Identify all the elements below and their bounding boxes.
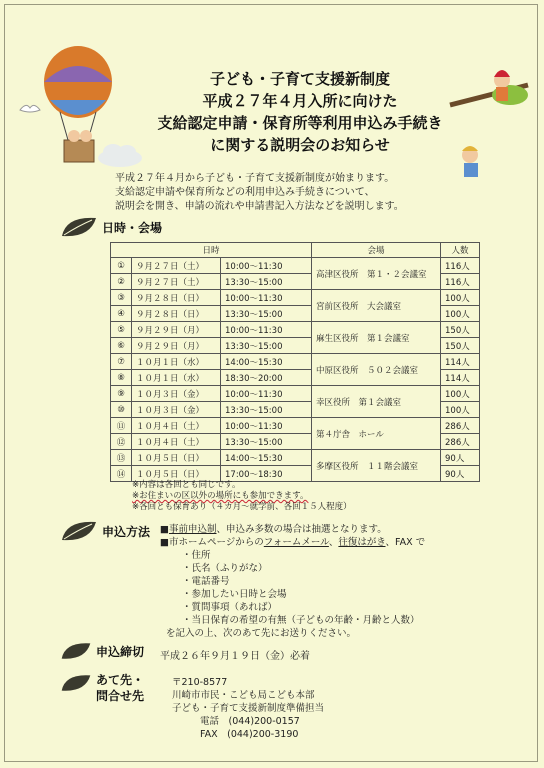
intro-line: 説明会を開き、申請の流れや申請書記入方法などを説明します。	[115, 201, 404, 212]
table-cell: ⑫	[111, 434, 132, 450]
apply-item: ・参加したい日時と会場	[182, 589, 287, 600]
table-cell: ⑦	[111, 354, 132, 370]
table-cell: ９月２８日（日）	[132, 306, 221, 322]
table-cell: ⑭	[111, 466, 132, 482]
table-cell: 10:00～11:30	[221, 418, 312, 434]
contact-details	[172, 676, 324, 741]
table-cell: ⑥	[111, 338, 132, 354]
apply-text: 、FAX で	[385, 537, 426, 548]
table-cell: 100人	[441, 386, 480, 402]
table-cell: ④	[111, 306, 132, 322]
contact-heading	[60, 672, 144, 704]
table-cell: 116人	[441, 274, 480, 290]
contact-heading-text	[96, 672, 144, 704]
table-cell: ⑧	[111, 370, 132, 386]
table-cell: 286人	[441, 434, 480, 450]
intro-line: 支給認定申請や保育所などの利用申込み手続きについて、	[115, 187, 375, 198]
table-row	[111, 386, 480, 402]
title-line: に関する説明会のお知らせ	[210, 136, 390, 154]
apply-item: ・質問事項（あれば）	[182, 602, 278, 613]
deadline-heading	[60, 640, 144, 662]
venue-cell: 麻生区役所 第１会議室	[312, 322, 441, 354]
contact-heading-line: 問合せ先	[96, 689, 145, 703]
table-cell: ９月２７日（土）	[132, 258, 221, 274]
table-row	[111, 258, 480, 274]
apply-closing: を記入の上、次のあて先にお送りください。	[166, 628, 357, 639]
table-cell: 116人	[441, 258, 480, 274]
table-cell: １０月４日（土）	[132, 418, 221, 434]
intro-line: 平成２７年４月から子ども・子育て支援新制度が始まります。	[115, 173, 395, 184]
table-cell: １０月３日（金）	[132, 386, 221, 402]
table-cell: ９月２９日（月）	[132, 338, 221, 354]
apply-text: ■	[160, 524, 169, 535]
phone-line	[172, 715, 324, 728]
title-line: 子ども・子育て支援新制度	[209, 70, 390, 88]
table-cell: ⑤	[111, 322, 132, 338]
table-cell: ②	[111, 274, 132, 290]
apply-text: 、申込み多数の場合は抽選となります。	[216, 524, 387, 535]
intro-text	[115, 172, 495, 214]
table-cell: ９月２８日（日）	[132, 290, 221, 306]
table-cell: 114人	[441, 370, 480, 386]
table-cell: 150人	[441, 322, 480, 338]
contact-label: 電話	[200, 716, 220, 727]
schedule-heading	[60, 214, 162, 240]
apply-item: ・住所	[182, 550, 211, 561]
apply-text: 事前申込制	[168, 524, 217, 535]
venue-cell: 多摩区役所 １１階会議室	[312, 450, 441, 482]
table-cell: ①	[111, 258, 132, 274]
apply-text: フォームメール	[263, 537, 329, 548]
table-cell: １０月１日（水）	[132, 354, 221, 370]
venue-cell: 第４庁舎 ホール	[312, 418, 441, 450]
venue-cell: 幸区役所 第１会議室	[312, 386, 441, 418]
schedule-notes	[132, 480, 352, 513]
table-row	[111, 290, 480, 306]
apply-item: ・氏名（ふりがな）	[182, 563, 268, 574]
schedule-body	[111, 258, 480, 482]
table-cell: 10:00～11:30	[221, 322, 312, 338]
table-row	[111, 322, 480, 338]
schedule-heading-label: 日時・会場	[102, 220, 163, 235]
apply-details	[160, 523, 520, 640]
table-cell: ⑩	[111, 402, 132, 418]
bird-icon	[18, 100, 42, 116]
table-cell: １０月５日（日）	[132, 450, 221, 466]
table-row	[111, 450, 480, 466]
fax-number: (044)200-3190	[227, 729, 299, 740]
leaf-icon	[60, 214, 98, 240]
table-cell: 114人	[441, 354, 480, 370]
table-cell: 14:00～15:30	[221, 450, 312, 466]
table-cell: 286人	[441, 418, 480, 434]
table-cell: 90人	[441, 450, 480, 466]
table-cell: 13:30～15:00	[221, 274, 312, 290]
notice-title	[150, 68, 450, 156]
cloud-illustration	[95, 142, 145, 168]
table-cell: 17:00～18:30	[221, 466, 312, 482]
phone-number: (044)200-0157	[228, 716, 300, 727]
department-line: 子ども・子育て支援新制度準備担当	[172, 703, 325, 714]
table-cell: １０月４日（土）	[132, 434, 221, 450]
apply-item: ・当日保育の希望の有無（子どもの年齢・月齢と人数）	[182, 615, 420, 626]
table-cell: 10:00～11:30	[221, 290, 312, 306]
table-row	[111, 418, 480, 434]
deadline-heading-label: 申込締切	[96, 644, 145, 659]
table-cell: １０月１日（水）	[132, 370, 221, 386]
table-cell: 13:30～15:00	[221, 338, 312, 354]
department-line: 川崎市市民・こども局こども本部	[172, 690, 315, 701]
table-cell: 100人	[441, 306, 480, 322]
table-cell: 10:00～11:30	[221, 386, 312, 402]
table-cell: ９月２７日（土）	[132, 274, 221, 290]
table-cell: 18:30～20:00	[221, 370, 312, 386]
venue-cell: 中原区役所 ５０２会議室	[312, 354, 441, 386]
note-line: ※各回とも保育あり（４カ月～就学前、各回１５人程度）	[132, 502, 352, 512]
table-cell: 100人	[441, 402, 480, 418]
table-cell: 14:00～15:30	[221, 354, 312, 370]
schedule-table	[110, 242, 480, 482]
table-cell: 150人	[441, 338, 480, 354]
title-line: 平成２７年４月入所に向けた	[202, 92, 398, 110]
table-cell: １０月５日（日）	[132, 466, 221, 482]
header-datetime: 日時	[111, 243, 312, 258]
venue-cell: 高津区役所 第１・２会議室	[312, 258, 441, 290]
leaf-icon	[60, 518, 98, 544]
apply-heading	[60, 518, 150, 544]
header-venue: 会場	[312, 243, 441, 258]
table-row	[111, 354, 480, 370]
venue-cell: 宮前区役所 大会議室	[312, 290, 441, 322]
table-cell: 100人	[441, 290, 480, 306]
contact-heading-line: あて先・	[96, 673, 145, 687]
apply-text: 、	[328, 537, 339, 548]
apply-item: ・電話番号	[182, 576, 230, 587]
table-cell: 10:00～11:30	[221, 258, 312, 274]
table-cell: 90人	[441, 466, 480, 482]
note-line-highlight: ※お住まいの区以外の場所にも参加できます。	[132, 491, 309, 501]
table-cell: ⑪	[111, 418, 132, 434]
apply-heading-label: 申込方法	[102, 524, 151, 539]
table-cell: 13:30～15:00	[221, 434, 312, 450]
table-cell: ⑬	[111, 450, 132, 466]
table-cell: １０月３日（金）	[132, 402, 221, 418]
apply-text: ■市ホームページからの	[160, 537, 264, 548]
apply-line-2	[160, 536, 520, 549]
contact-label: FAX	[200, 729, 218, 740]
leaf-icon	[60, 672, 92, 694]
header-capacity: 人数	[441, 243, 480, 258]
leaf-icon	[60, 640, 92, 662]
table-cell: ９月２９日（月）	[132, 322, 221, 338]
apply-text: 往復はがき	[338, 537, 386, 548]
apply-line-1	[160, 523, 520, 536]
fax-line	[172, 728, 324, 741]
postal-code: 〒210-8577	[172, 677, 228, 688]
table-cell: 13:30～15:00	[221, 402, 312, 418]
table-cell: ③	[111, 290, 132, 306]
note-line: ※内容は各回とも同じです。	[132, 480, 241, 490]
table-cell: 13:30～15:00	[221, 306, 312, 322]
deadline-date: 平成２６年９月１９日（金）必着	[160, 651, 310, 662]
table-cell: ⑨	[111, 386, 132, 402]
title-line: 支給認定申請・保育所等利用申込み手続き	[157, 114, 443, 132]
